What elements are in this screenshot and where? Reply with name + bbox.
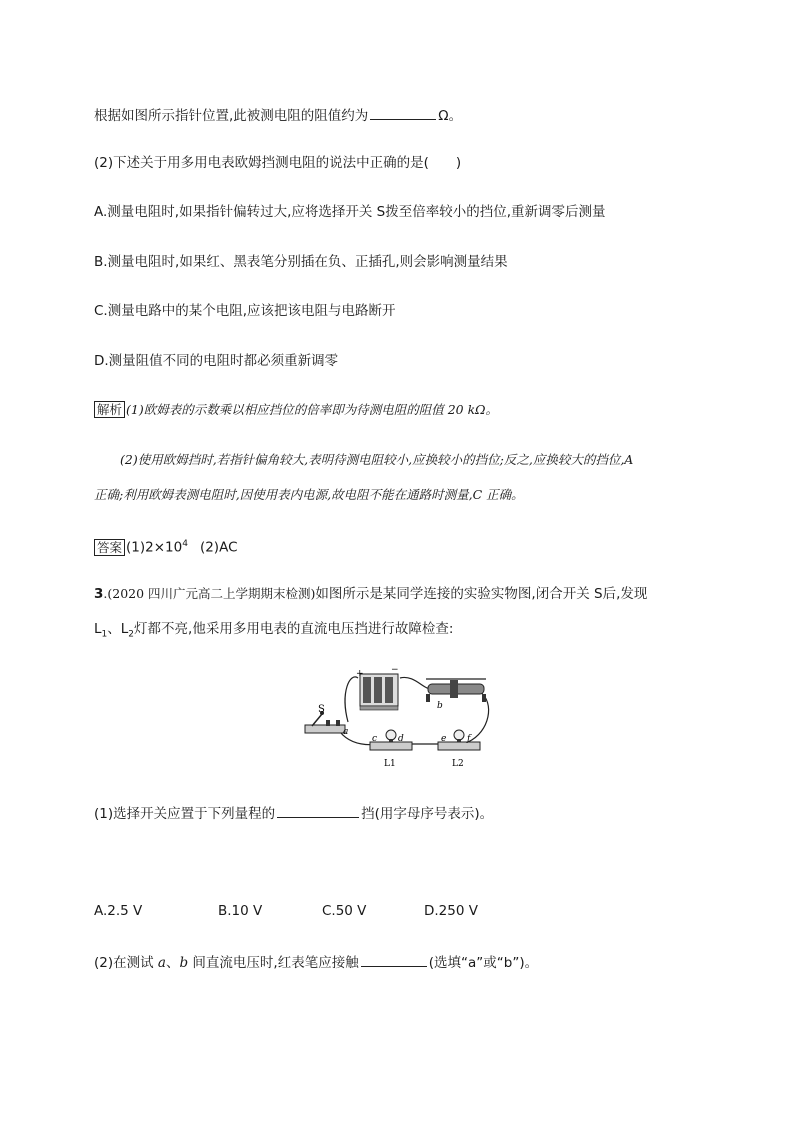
analysis-line-3: 正确;利用欧姆表测电阻时,因使用表内电源,故电阻不能在通路时测量,C 正确。	[94, 487, 524, 502]
analysis-tag: 解析	[94, 401, 125, 418]
question-3-part-1: (1)选择开关应置于下列量程的 挡(用字母序号表示)。	[94, 803, 493, 823]
option-c: C.测量电路中的某个电阻,应该把该电阻与电路断开	[94, 303, 396, 319]
question-3-part-2: (2)在测试 a、b 间直流电压时,红表笔应接触 (选填“a”或“b”)。	[94, 952, 538, 972]
battery-plus-label: +	[356, 669, 364, 679]
label-f: f	[467, 734, 471, 744]
answer-blank	[277, 803, 359, 818]
label-b: b	[437, 701, 443, 711]
analysis-line-2: (2)使用欧姆挡时,若指针偏角较大,表明待测电阻较小,应换较小的挡位;反之,应换较大的挡位,A	[120, 452, 634, 467]
answer-line: 答案 $(1)2\times 10^4$ (2)AC	[94, 535, 238, 557]
battery-icon	[360, 674, 398, 710]
question-3-stem-1: 3.(2020 四川广元高二上学期期末检测)如图所示是某同学连接的实验实物图,闭合开关 S后,发现	[94, 586, 648, 602]
lamp-2-label: L2	[452, 759, 464, 769]
question-1-fill-line: 根据如图所示指针位置,此被测电阻的阻值约为 Ω。	[94, 105, 462, 125]
q3-option-c: C.50 V	[322, 903, 367, 919]
battery-minus-label: −	[391, 665, 399, 675]
question-3-stem-2: $L_1$、$L_2$灯都不亮,他采用多用电表的直流电压挡进行故障检查:	[94, 621, 454, 640]
q3-option-a: A.2.5 V	[94, 903, 143, 919]
label-d: d	[398, 734, 404, 744]
question-2-stem: (2)下述关于用多用电表欧姆挡测电阻的说法中正确的是( )	[94, 155, 462, 171]
q3-option-b: B.10 V	[218, 903, 263, 919]
label-a: a	[343, 727, 349, 737]
answer-blank	[370, 105, 436, 120]
rheostat-icon	[426, 679, 486, 702]
answer-blank	[361, 952, 427, 967]
option-d: D.测量阻值不同的电阻时都必须重新调零	[94, 353, 339, 369]
label-e: e	[441, 734, 447, 744]
option-b: B.测量电阻时,如果红、黑表笔分别插在负、正插孔,则会影响测量结果	[94, 254, 508, 270]
answer-tag: 答案	[94, 539, 125, 556]
switch-label: S	[318, 704, 325, 715]
circuit-diagram	[300, 662, 500, 777]
label-c: c	[372, 734, 378, 744]
q3-option-d: D.250 V	[424, 903, 478, 919]
wire-switch-battery	[345, 677, 358, 722]
lamp-1-label: L1	[384, 759, 396, 769]
switch-icon	[305, 711, 345, 733]
option-a: A.测量电阻时,如果指针偏转过大,应将选择开关 S拨至倍率较小的挡位,重新调零后测量	[94, 204, 606, 220]
analysis-line-1: 解析 (1)欧姆表的示数乘以相应挡位的倍率即为待测电阻的阻值 20 kΩ。	[94, 401, 498, 419]
